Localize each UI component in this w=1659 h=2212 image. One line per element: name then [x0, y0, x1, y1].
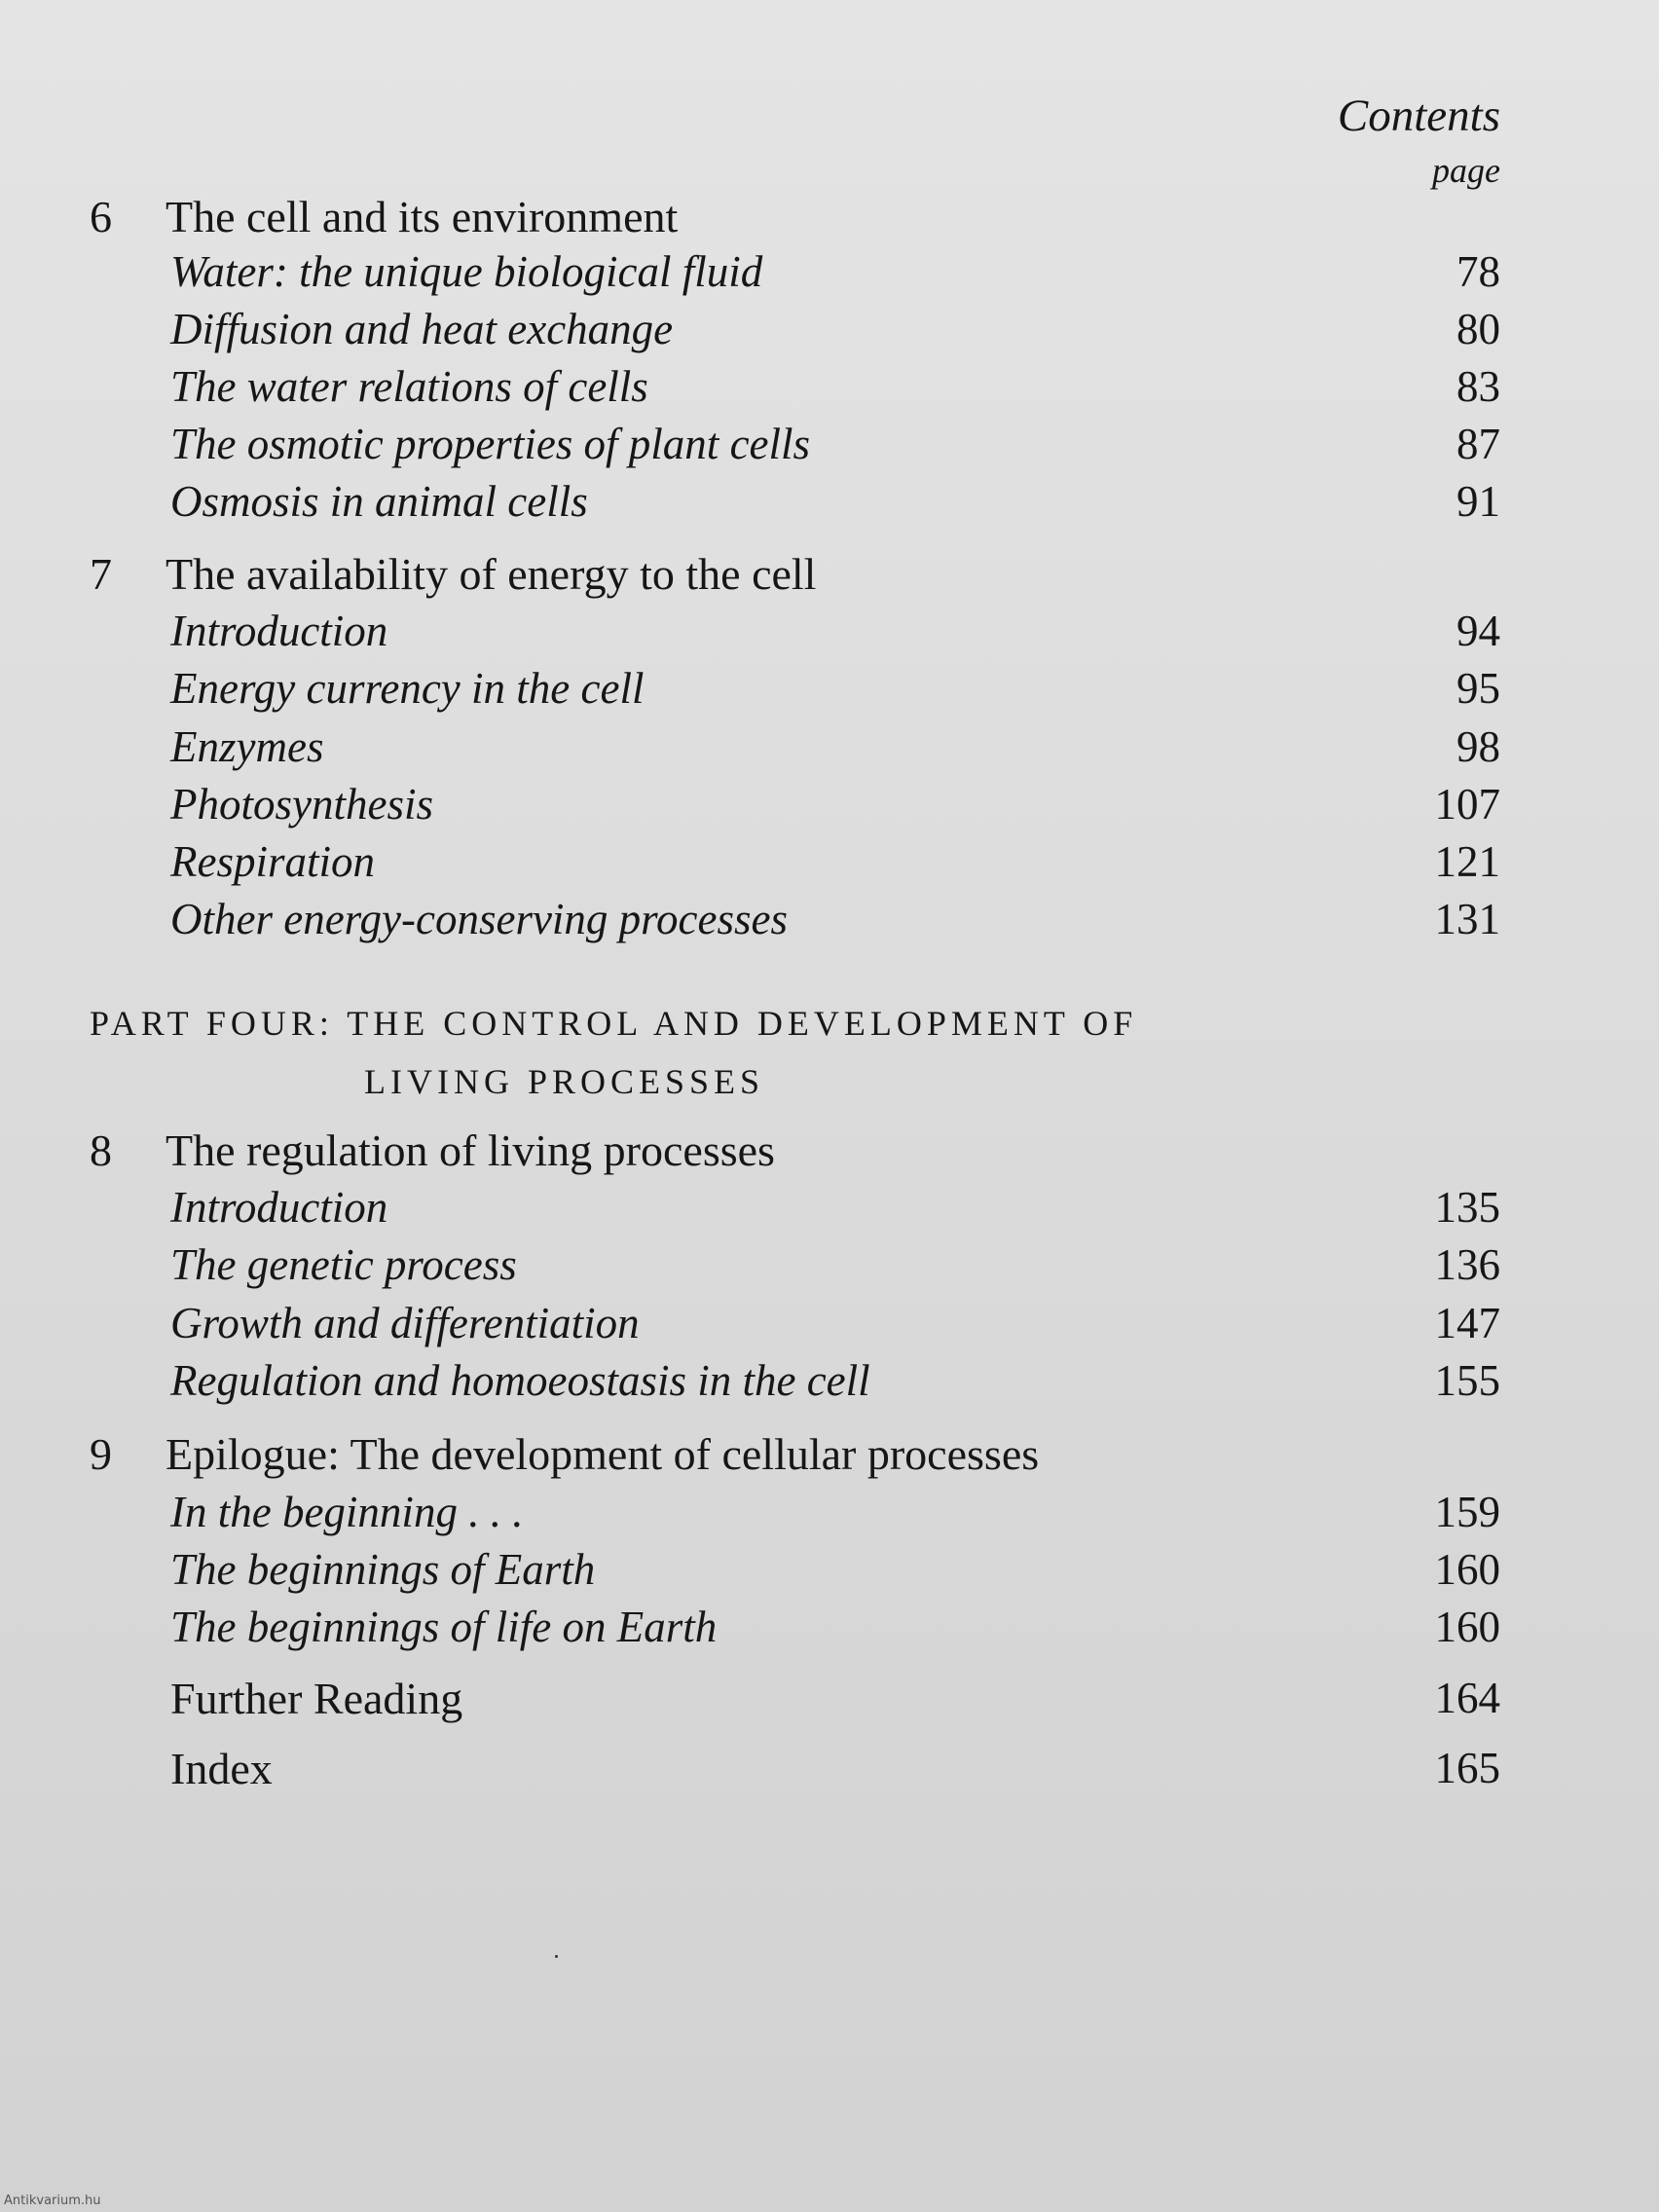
toc-entry-page: 107 [1434, 780, 1500, 829]
toc-entry-title: Introduction [170, 1183, 388, 1232]
chapter-title: The availability of energy to the cell [166, 549, 817, 599]
toc-entry-title: Introduction [170, 607, 388, 655]
index-page: 165 [1434, 1744, 1500, 1792]
toc-entry-page: 160 [1434, 1545, 1500, 1594]
toc-entry-title: Regulation and homoeostasis in the cell [170, 1356, 870, 1405]
toc-entry-page: 87 [1456, 420, 1500, 468]
toc-entry-title: Diffusion and heat exchange [170, 305, 674, 353]
watermark: Antikvarium.hu [4, 2194, 101, 2208]
chapter-number: 7 [90, 549, 112, 599]
toc-entry-title: Enzymes [170, 722, 324, 771]
toc-entry-page: 83 [1456, 362, 1500, 411]
toc-entry-title: The beginnings of Earth [170, 1545, 596, 1594]
toc-entry-title: Energy currency in the cell [170, 664, 645, 713]
toc-entry-title: Water: the unique biological fluid [170, 247, 763, 296]
toc-entry-title: The genetic process [170, 1240, 517, 1289]
chapter-number: 6 [90, 192, 112, 241]
toc-entry-page: 135 [1434, 1183, 1500, 1232]
paper-speck [555, 1955, 558, 1958]
toc-entry-page: 95 [1456, 664, 1500, 713]
further-reading-title: Further Reading [170, 1674, 463, 1723]
chapter-title: The regulation of living processes [166, 1125, 775, 1175]
toc-entry-title: Photosynthesis [170, 780, 433, 829]
index-title: Index [170, 1744, 273, 1793]
chapter-title: Epilogue: The development of cellular processes [166, 1429, 1040, 1479]
toc-entry-title: In the beginning . . . [170, 1488, 524, 1536]
toc-entry-page: 155 [1434, 1356, 1500, 1405]
running-head: Contents [1337, 91, 1500, 141]
toc-entry-title: The osmotic properties of plant cells [170, 420, 811, 468]
chapter-title: The cell and its environment [166, 192, 679, 241]
part-heading-line-1: PART FOUR: THE CONTROL AND DEVELOPMENT OF [90, 1004, 1138, 1043]
chapter-number: 9 [90, 1429, 112, 1479]
toc-entry-page: 147 [1434, 1299, 1500, 1347]
toc-entry-page: 136 [1434, 1240, 1500, 1289]
toc-entry-page: 131 [1434, 895, 1500, 943]
toc-entry-page: 160 [1434, 1603, 1500, 1651]
page-column-label: page [1432, 151, 1500, 190]
toc-entry-page: 121 [1434, 837, 1500, 886]
toc-entry-page: 94 [1456, 607, 1500, 655]
part-heading-line-2: LIVING PROCESSES [364, 1062, 765, 1101]
toc-entry-page: 159 [1434, 1488, 1500, 1536]
toc-entry-title: The water relations of cells [170, 362, 648, 411]
toc-entry-page: 80 [1456, 305, 1500, 353]
chapter-number: 8 [90, 1125, 112, 1175]
toc-entry-title: Other energy-conserving processes [170, 895, 788, 943]
toc-entry-page: 98 [1456, 722, 1500, 771]
toc-entry-title: Growth and differentiation [170, 1299, 640, 1347]
toc-entry-title: The beginnings of life on Earth [170, 1603, 718, 1651]
further-reading-page: 164 [1434, 1674, 1500, 1722]
toc-entry-page: 91 [1456, 477, 1500, 526]
toc-entry-page: 78 [1456, 247, 1500, 296]
toc-entry-title: Respiration [170, 837, 375, 886]
toc-entry-title: Osmosis in animal cells [170, 477, 588, 526]
